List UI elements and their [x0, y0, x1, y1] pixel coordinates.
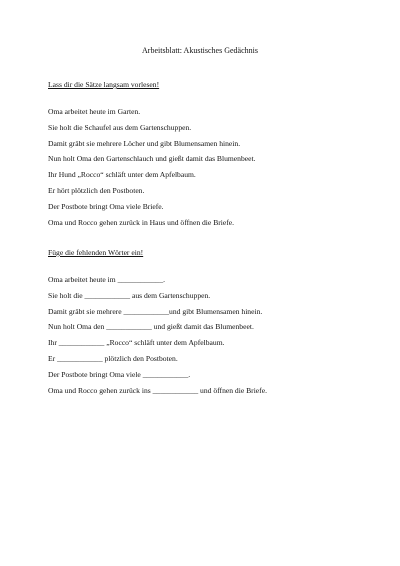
listening-sentence: Damit gräbt sie mehrere Löcher und gibt Blumensamen hinein.: [48, 138, 241, 148]
listening-sentence: Er hört plötzlich den Postboten.: [48, 185, 145, 195]
fill-in-sentence: Oma arbeitet heute im ____________.: [48, 275, 166, 284]
fill-in-sentence: Damit gräbt sie mehrere ____________und gibt Blumensamen hinein.: [48, 306, 263, 316]
fill-in-sentence: Oma und Rocco gehen zurück ins ____________ und öffnen die Briefe.: [48, 385, 267, 395]
listening-heading: Lass dir die Sätze langsam vorlesen!: [48, 80, 160, 89]
listening-sentence: Der Postbote bringt Oma viele Briefe.: [48, 201, 164, 211]
listening-sentence: Oma arbeitet heute im Garten.: [48, 107, 141, 116]
fill-in-section: [48, 248, 378, 401]
fill-in-sentence: Der Postbote bringt Oma viele ____________.: [48, 369, 191, 379]
listening-sentence: Oma und Rocco gehen zurück in Haus und öffnen die Briefe.: [48, 217, 235, 227]
fill-in-sentence: Er ____________ plötzlich den Postboten.: [48, 353, 178, 363]
listening-section: [48, 80, 378, 233]
fill-in-heading: Füge die fehlenden Wörter ein!: [48, 248, 144, 257]
fill-in-sentence: Sie holt die ____________ aus dem Gartenschuppen.: [48, 290, 211, 300]
listening-sentence: Nun holt Oma den Gartenschlauch und gießt damit das Blumenbeet.: [48, 154, 256, 164]
fill-in-sentence: Ihr ____________ „Rocco“ schläft unter dem Apfelbaum.: [48, 338, 225, 348]
listening-sentence: Sie holt die Schaufel aus dem Gartenschuppen.: [48, 122, 192, 132]
fill-in-sentence: Nun holt Oma den ____________ und gießt damit das Blumenbeet.: [48, 322, 254, 332]
listening-sentence: Ihr Hund „Rocco“ schläft unter dem Apfelbaum.: [48, 170, 196, 180]
worksheet-title: Arbeitsblatt: Akustisches Gedächnis: [142, 46, 258, 55]
